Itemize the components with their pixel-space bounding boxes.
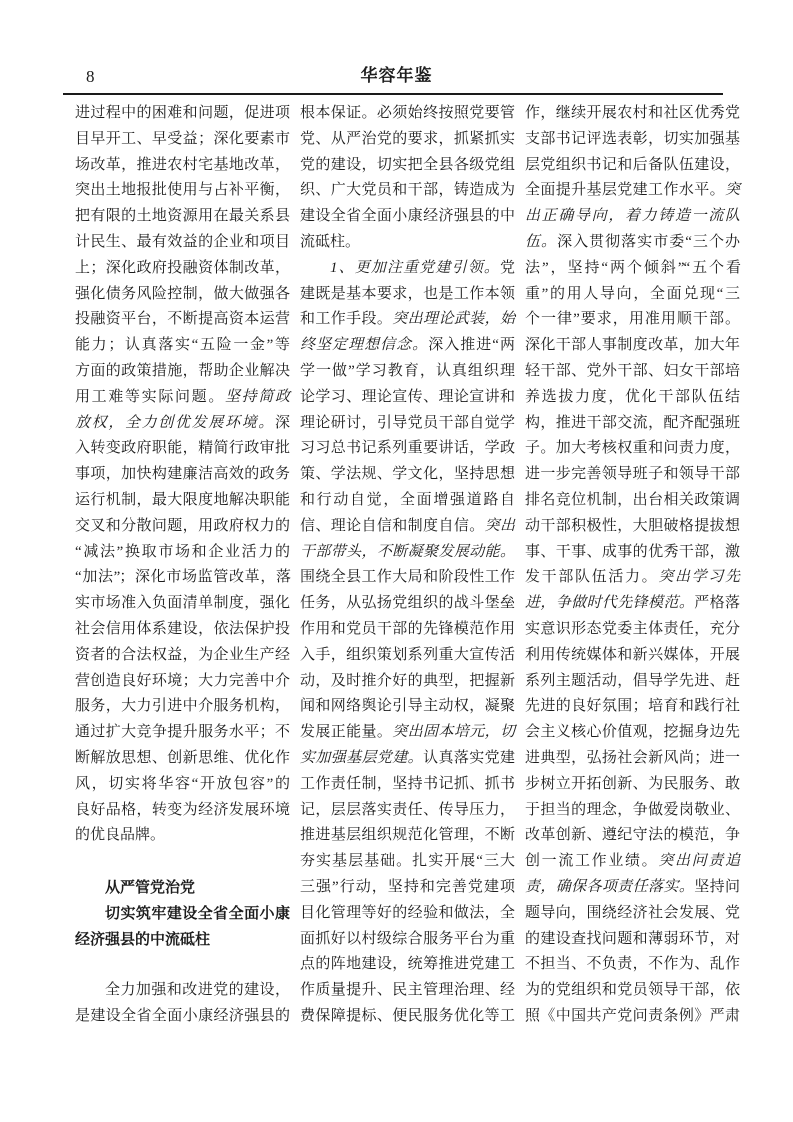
- section-heading-line: [75, 875, 290, 901]
- text-line: [75, 385, 290, 411]
- body-text: 任务，从弘扬党组织的战斗堡垒: [300, 595, 515, 612]
- text-line: [525, 488, 740, 514]
- body-text: 强化债务风险控制，做大做强各: [75, 285, 290, 302]
- text-line: [75, 101, 290, 127]
- text-line: [525, 1004, 740, 1030]
- text-line: [300, 127, 515, 153]
- body-text: 的建设查找问题和薄弱环节，对: [525, 930, 740, 947]
- text-line: [525, 282, 740, 308]
- body-text: 系列主题活动，倡导学先进、赶: [525, 672, 740, 689]
- body-text: 进一步完善领导班子和领导干部: [525, 466, 740, 483]
- body-text: 支部书记评选表彰，切实加强基: [525, 130, 740, 147]
- body-text: 从严管党治党: [105, 878, 196, 896]
- body-text: 会主义核心价值观，挖掘身边先: [525, 724, 740, 741]
- body-text: 目早开工、早受益；深化要素市: [75, 130, 290, 147]
- text-line: [300, 875, 515, 901]
- text-line: [525, 153, 740, 179]
- text-line: [525, 333, 740, 359]
- text-line: [300, 1004, 515, 1030]
- body-text: 利用传统媒体和新兴媒体，开展: [525, 646, 740, 663]
- text-line: [75, 178, 290, 204]
- body-text: 进典型，弘扬社会新风尚；进一: [525, 749, 740, 766]
- column-3: [525, 101, 740, 1030]
- body-text: 子。加大考核权重和问责力度，: [525, 440, 740, 457]
- body-text: 实市场准入负面清单制度，强化: [75, 595, 290, 612]
- body-text: 夯实基层基础。扎实开展“三大: [300, 853, 515, 870]
- emphasis-text: 突: [724, 182, 740, 199]
- emphasis-text: 突出固本培元，切: [392, 724, 515, 741]
- text-line: [75, 282, 290, 308]
- text-line: [525, 411, 740, 437]
- body-text: 目化管理等好的经验和做法，全: [300, 904, 515, 921]
- body-text: 三强”行动，坚持和完善党建项: [300, 878, 515, 895]
- blank-line: [75, 952, 290, 978]
- emphasis-text: 终坚定理想信念。: [300, 337, 429, 354]
- body-text: 论学习、理论宣传、理论宣讲和: [300, 388, 515, 405]
- text-line: [75, 333, 290, 359]
- body-text: 资者的合法权益，为企业生产经: [75, 646, 290, 663]
- body-text: 和行动自觉，全面增强道路自: [300, 491, 515, 508]
- text-line: [300, 746, 515, 772]
- text-line: [75, 488, 290, 514]
- body-text: 交叉和分散问题，用政府权力的: [75, 517, 290, 534]
- text-line: [525, 669, 740, 695]
- body-text: “减法”换取市场和企业活力的: [75, 543, 290, 560]
- body-text: 构，推进干部交流，配齐配强班: [525, 414, 740, 431]
- body-text: 通过扩大竞争提升服务水平；不: [75, 724, 290, 741]
- body-text: 围绕全县工作大局和阶段性工作: [300, 569, 515, 586]
- body-text: 突出土地报批使用与占补平衡，: [75, 182, 290, 199]
- body-text: 推进基层组织规范化管理，不断: [300, 827, 515, 844]
- text-line: [75, 153, 290, 179]
- text-line: [75, 230, 290, 256]
- text-line: [300, 643, 515, 669]
- body-text: 入手，组织策划系列重大宣传活: [300, 646, 515, 663]
- text-line: [300, 333, 515, 359]
- section-heading-line: [75, 927, 290, 953]
- body-text: 费保障提标、便民服务优化等工: [300, 1007, 515, 1024]
- text-line: [525, 462, 740, 488]
- body-text: 动，及时推介好的典型，把握新: [300, 672, 515, 689]
- text-line: [525, 385, 740, 411]
- text-line: [525, 514, 740, 540]
- body-text: 服务，大力引进中介服务机构，: [75, 698, 290, 715]
- emphasis-text: 实加强基层党建。: [300, 749, 424, 766]
- body-text: 排名竞位机制，出台相关政策调: [525, 491, 740, 508]
- body-text: 建设全省全面小康经济强县的中: [300, 208, 515, 225]
- body-text: 社会信用体系建设，依法保护投: [75, 620, 290, 637]
- body-text: 动干部积极性，大胆破格提拔想: [525, 517, 740, 534]
- emphasis-text: 1、更加注重党建引领。: [330, 259, 500, 276]
- text-line: [525, 978, 740, 1004]
- text-line: [75, 978, 290, 1004]
- text-line: [75, 1004, 290, 1030]
- body-text: 点的阵地建设，统筹推进党建工: [300, 956, 515, 973]
- body-text: 深入推进“两: [428, 337, 515, 354]
- body-text: 轻干部、党外干部、妇女干部培: [525, 362, 740, 379]
- body-text: 步树立开拓创新、为民服务、敢: [525, 775, 740, 792]
- text-line: [525, 849, 740, 875]
- text-line: [525, 798, 740, 824]
- body-text: 坚持问: [694, 878, 740, 895]
- text-line: [75, 307, 290, 333]
- body-text: 工作责任制，坚持书记抓、抓书: [300, 775, 515, 792]
- body-text: 作，继续开展农村和社区优秀党: [525, 105, 740, 121]
- text-line: [75, 359, 290, 385]
- text-line: [525, 230, 740, 256]
- body-text: 发展正能量。: [300, 724, 393, 741]
- body-text: 全力加强和改进党的建设，: [105, 982, 290, 999]
- text-line: [525, 256, 740, 282]
- text-line: [75, 256, 290, 282]
- text-line: [525, 127, 740, 153]
- body-text: 计民生、最有效益的企业和项目: [75, 233, 290, 250]
- text-line: [525, 307, 740, 333]
- body-text: 实意识形态党委主体责任，充分: [525, 620, 740, 637]
- body-text: 个一律”要求，用准用顺干部。: [525, 311, 740, 328]
- text-line: [525, 772, 740, 798]
- emphasis-text: 突出: [484, 517, 515, 534]
- body-text: 先进的良好氛围；培育和践行社: [525, 698, 740, 715]
- body-text: 作用和党员干部的先锋模范作用: [300, 620, 515, 637]
- body-text: 学一做”学习教育，认真组织理: [300, 362, 515, 379]
- text-line: [300, 565, 515, 591]
- body-text: 流砥柱。: [300, 233, 361, 250]
- text-line: [300, 230, 515, 256]
- text-line: [300, 411, 515, 437]
- body-text: 理论研讨，引导党员干部自觉学: [300, 414, 515, 431]
- body-text: 党: [499, 259, 515, 276]
- body-text: “加法”；深化市场监管改革，落: [75, 569, 290, 586]
- body-text: 党的建设，切实把全县各级党组: [300, 156, 515, 173]
- text-line: [300, 669, 515, 695]
- emphasis-text: 伍。: [525, 233, 558, 250]
- body-text: 照《中国共产党问责条例》严肃: [525, 1007, 740, 1024]
- body-text: 织、广大党员和干部，铸造成为: [300, 182, 515, 199]
- body-text: 和工作手段。: [300, 311, 393, 328]
- text-line: [75, 798, 290, 824]
- body-text: 的优良品牌。: [75, 827, 166, 844]
- text-line: [300, 772, 515, 798]
- text-line: [525, 823, 740, 849]
- text-line: [300, 694, 515, 720]
- text-line: [525, 617, 740, 643]
- text-line: [300, 101, 515, 127]
- text-line: [300, 978, 515, 1004]
- text-line: [525, 875, 740, 901]
- text-line: [300, 901, 515, 927]
- text-line: [525, 694, 740, 720]
- text-line: [75, 591, 290, 617]
- text-line: [75, 772, 290, 798]
- body-text: 全面提升基层党建工作水平。: [525, 182, 725, 199]
- body-text: 发干部队伍活力。: [525, 569, 659, 586]
- emphasis-text: 干部带头，不断凝聚发展动能。: [300, 543, 515, 560]
- body-text: 信、理论自信和制度自信。: [300, 517, 485, 534]
- text-line: [525, 565, 740, 591]
- text-line: [300, 436, 515, 462]
- text-line: [75, 540, 290, 566]
- body-text: 经济强县的中流砥柱: [75, 930, 211, 948]
- text-line: [300, 720, 515, 746]
- text-line: [300, 617, 515, 643]
- body-text: 记，层层落实责任、传导压力，: [300, 801, 515, 818]
- text-line: [525, 746, 740, 772]
- body-text: 上；深化政府投融资体制改革，: [75, 259, 290, 276]
- body-text: 深入贯彻落实市委“三个办: [557, 233, 740, 250]
- emphasis-text: 责，确保各项责任落实。: [525, 878, 695, 895]
- text-line: [300, 591, 515, 617]
- text-line: [75, 514, 290, 540]
- body-text: 是建设全省全面小康经济强县的: [75, 1007, 290, 1024]
- text-line: [300, 307, 515, 333]
- body-text: 党、从严治党的要求，抓紧抓实: [300, 130, 515, 147]
- body-text: 认真落实党建: [423, 749, 515, 766]
- text-line: [75, 127, 290, 153]
- text-line: [525, 720, 740, 746]
- body-text: 创一流工作业绩。: [525, 853, 659, 870]
- body-text: 事项，加快构建廉洁高效的政务: [75, 466, 290, 483]
- text-line: [75, 436, 290, 462]
- body-text: 不担当、不负责，不作为、乱作: [525, 956, 740, 973]
- text-line: [75, 669, 290, 695]
- body-text: 方面的政策措施，帮助企业解决: [75, 362, 290, 379]
- body-text: 营创造良好环境；大力完善中介: [75, 672, 290, 689]
- body-text: 根本保证。必须始终按照党要管: [300, 105, 515, 121]
- body-text: 策、学法规、学文化，坚持思想: [300, 466, 515, 483]
- text-line: [75, 617, 290, 643]
- body-text: 把有限的土地资源用在最关系县: [75, 208, 290, 225]
- text-line: [525, 359, 740, 385]
- body-text: 作质量提升、民主管理治理、经: [300, 982, 515, 999]
- text-line: [525, 927, 740, 953]
- emphasis-text: 坚持简政: [224, 388, 290, 405]
- body-text: 改革创新、遵纪守法的模范，争: [525, 827, 740, 844]
- text-line: [75, 565, 290, 591]
- page-title: 华容年鉴: [360, 66, 433, 85]
- body-text: 建既是基本要求，也是工作本领: [300, 285, 515, 302]
- body-text: 法”，坚持“两个倾斜”“五个看: [525, 259, 740, 276]
- text-line: [75, 643, 290, 669]
- body-text: 养选拔力度，优化干部队伍结: [525, 388, 740, 405]
- page-number: 8: [86, 67, 95, 86]
- text-line: [75, 823, 290, 849]
- body-text: 事、干事、成事的优秀干部，激: [525, 543, 740, 560]
- text-line: [525, 901, 740, 927]
- text-line: [525, 101, 740, 127]
- body-text: 于担当的理念，争做爱岗敬业、: [525, 801, 740, 818]
- header-rule: [63, 93, 723, 95]
- body-text: 层党组织书记和后备队伍建设，: [525, 156, 740, 173]
- emphasis-text: 突出问责追: [658, 853, 740, 870]
- column-1: [75, 101, 290, 1030]
- body-text: 深化干部人事制度改革，加大年: [525, 337, 740, 354]
- body-text: 切实筑牢建设全省全面小康: [105, 904, 290, 922]
- text-line: [75, 746, 290, 772]
- text-line: [525, 436, 740, 462]
- text-line: [300, 952, 515, 978]
- text-line: [300, 462, 515, 488]
- text-line: [300, 798, 515, 824]
- text-line: [75, 411, 290, 437]
- body-text: 深: [274, 414, 290, 431]
- emphasis-text: 突出学习先: [658, 569, 740, 586]
- text-line: [525, 952, 740, 978]
- text-line: [300, 540, 515, 566]
- body-text: 运行机制，最大限度地解决职能: [75, 491, 290, 508]
- emphasis-text: 进，争做时代先锋模范。: [525, 595, 695, 612]
- text-line: [75, 694, 290, 720]
- body-text: 严格落: [694, 595, 740, 612]
- body-text: 入转变政府职能，精简行政审批: [75, 440, 290, 457]
- body-text: 习习总书记系列重要讲话，学政: [300, 440, 515, 457]
- text-line: [300, 256, 515, 282]
- text-line: [300, 385, 515, 411]
- text-line: [300, 488, 515, 514]
- text-line: [300, 823, 515, 849]
- body-text: 面抓好以村级综合服务平台为重: [300, 930, 515, 947]
- emphasis-text: 突出理论武装，始: [392, 311, 515, 328]
- text-line: [525, 591, 740, 617]
- section-heading-line: [75, 901, 290, 927]
- body-text: 良好品格，转变为经济发展环境: [75, 801, 290, 818]
- text-line: [300, 178, 515, 204]
- body-text: 用工难等实际问题。: [75, 388, 225, 405]
- text-line: [300, 927, 515, 953]
- emphasis-text: 放权，全力创优发展环境。: [75, 414, 275, 431]
- body-text: 场改革，推进农村宅基地改革，: [75, 156, 290, 173]
- text-line: [300, 514, 515, 540]
- body-text: 风，切实将华容“开放包容”的: [75, 775, 290, 792]
- body-text: 重”的用人导向，全面兑现“三: [525, 285, 740, 302]
- body-text: 闻和网络舆论引导主动权，凝聚: [300, 698, 515, 715]
- body-text: 断解放思想、创新思维、优化作: [75, 749, 290, 766]
- body-text: 能力；认真落实“五险一金”等: [75, 337, 290, 354]
- text-line: [75, 720, 290, 746]
- body-text: 投融资平台，不断提高资本运营: [75, 311, 290, 328]
- body-text: 题导向，围绕经济社会发展、党: [525, 904, 740, 921]
- blank-line: [75, 849, 290, 875]
- body-text: 为的党组织和党员领导干部，依: [525, 982, 740, 999]
- text-line: [300, 204, 515, 230]
- text-line: [300, 849, 515, 875]
- text-line: [525, 643, 740, 669]
- page-content: [75, 101, 740, 1030]
- emphasis-text: 出正确导向，着力铸造一流队: [525, 208, 740, 225]
- body-text: 进过程中的困难和问题，促进项: [75, 105, 290, 121]
- text-line: [525, 178, 740, 204]
- text-line: [525, 540, 740, 566]
- text-line: [300, 153, 515, 179]
- column-2: [300, 101, 515, 1030]
- text-line: [300, 282, 515, 308]
- text-line: [300, 359, 515, 385]
- text-line: [75, 204, 290, 230]
- text-line: [75, 462, 290, 488]
- text-line: [525, 204, 740, 230]
